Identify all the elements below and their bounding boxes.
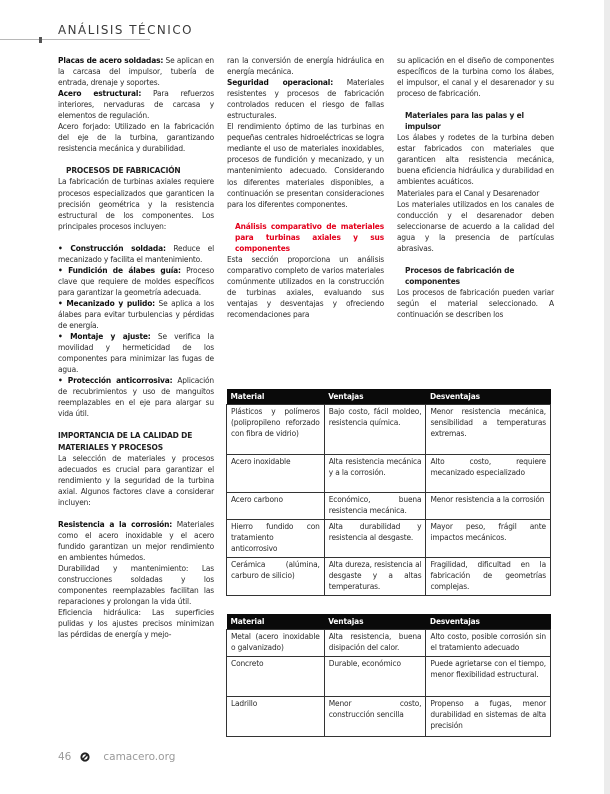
cell-disadvantages: Puede agrietarse con el tiempo, menor flexibilidad estructural. <box>426 657 551 697</box>
paragraph-performance: El rendimiento óptimo de las turbinas en pequeñas centrales hidroeléctricas se logra mediante el uso de materiales inoxidables, procesos de fundición y mecanizado, y un mantenimiento adecuado. Considerando los diferentes materiales disponibles, a continuación se presentan consideraciones para los diferentes componentes. <box>227 121 384 209</box>
text: Se aplican en la carcasa del impulsor, tubería de entrada, drenaje y soportes. <box>58 55 214 88</box>
paragraph-comparative: Esta sección proporciona un análisis comparativo completo de varios materiales comúnmente utilizados en la construcción de turbinas axiales, evaluando sus ventajas y desventajas y ofreciendo recomendaciones para <box>227 253 384 320</box>
text-column-2 <box>227 55 384 320</box>
camacero-logo-icon <box>80 752 90 762</box>
table-row <box>227 405 551 455</box>
term-safety: Seguridad operacional: <box>227 77 334 88</box>
paragraph-welded-plates <box>58 55 214 88</box>
heading-blades: Materiales para las palas y el impulsor <box>405 110 524 132</box>
cell-material: Cerámica (alúmina, carburo de silicio) <box>227 558 325 596</box>
cell-advantages: Menor costo, construcción sencilla <box>324 697 426 737</box>
column-header-disadvantages: Desventajas <box>426 614 551 630</box>
table-header-row <box>227 614 551 630</box>
paragraph-processes-intro: La fabricación de turbinas axiales requiere procesos especializados que garanticen la precisión geométrica y la resistencia estructural de los componentes. Los principales procesos incluyen: <box>58 176 214 231</box>
cell-advantages: Durable, económico <box>324 657 426 697</box>
paragraph-forged-steel: Acero forjado: Utilizado en la fabricación del eje de la turbina, garantizando resistencia mecánica y durabilidad. <box>58 121 214 154</box>
cell-material: Plásticos y polímeros (polipropileno reforzado con fibra de vidrio) <box>227 405 325 455</box>
cell-advantages: Alta resistencia mecánica y a la corrosión. <box>324 455 426 493</box>
table-row <box>227 697 551 737</box>
text: Para refuerzos interiores, nervaduras de carcasa y elementos de regulación. <box>58 88 215 121</box>
term-structural-steel: Acero estructural: <box>58 88 142 99</box>
cell-disadvantages: Fragilidad, dificultad en la fabricación de geometrías complejas. <box>426 558 551 596</box>
column-header-material: Material <box>227 389 325 405</box>
cell-advantages: Económico, buena resistencia mecánica. <box>324 493 426 520</box>
cell-material: Ladrillo <box>227 697 325 737</box>
table-row <box>227 455 551 493</box>
heading-fabrication: Procesos de fabricación de componentes <box>405 264 515 286</box>
cell-disadvantages: Mayor peso, frágil ante impactos mecánicos. <box>426 520 551 558</box>
header-rule <box>0 39 150 40</box>
cell-disadvantages: Alto costo, posible corrosión sin el tratamiento adecuado <box>426 630 551 657</box>
bullet-term: • Mecanizado y pulido: <box>58 297 156 308</box>
text: Se aplica a los álabes para evitar turbulencias y pérdidas de energía. <box>58 297 214 331</box>
cell-disadvantages: Menor resistencia mecánica, sensibilidad a temperaturas extremas. <box>426 405 551 455</box>
section-title: ANÁLISIS TÉCNICO <box>58 22 194 37</box>
text: Se verifica la movilidad y hermeticidad de los componentes para minimizar las fugas de agua. <box>58 331 214 375</box>
bullet-item <box>58 331 214 375</box>
cell-advantages: Alta durabilidad y resistencia al desgaste. <box>324 520 426 558</box>
paragraph-quality-intro: La selección de materiales y procesos adecuados es crucial para garantizar el rendimiento y la seguridad de la turbina axial. Algunos factores clave a considerar incluyen: <box>58 452 214 507</box>
bullet-item <box>58 243 214 265</box>
page-footer <box>58 751 175 763</box>
paragraph-continuation: su aplicación en el diseño de componentes específicos de la turbina como los álabes, el impulsor, el canal y el desarenador y su proceso de fabricación. <box>397 55 554 99</box>
table-header-row <box>227 389 551 405</box>
paragraph-fabrication: Los procesos de fabricación pueden variar según el material seleccionado. A continuación se describen los <box>397 286 554 319</box>
cell-disadvantages: Propenso a fugas, menor durabilidad en sistemas de alta precisión <box>426 697 551 737</box>
cell-advantages: Alta resistencia, buena disipación del calor. <box>324 630 426 657</box>
bullet-term: • Protección anticorrosiva: <box>58 375 173 386</box>
bullet-item <box>58 298 214 331</box>
bullet-term: • Montaje y ajuste: <box>58 331 151 342</box>
table-row <box>227 493 551 520</box>
text: Materiales como el acero inoxidable y el acero fundido garantizan un mejor rendimiento en ambientes húmedos. <box>58 518 214 562</box>
term-corrosion: Resistencia a la corrosión: <box>58 518 173 529</box>
cell-disadvantages: Alto costo, requiere mecanizado especializado <box>426 455 551 493</box>
column-header-disadvantages: Desventajas <box>426 389 551 405</box>
bullet-term: • Fundición de álabes guía: <box>58 264 181 275</box>
text: Aplicación de recubrimientos y uso de manguitos reemplazables en el eje para alargar su vida útil. <box>58 375 214 419</box>
heading-processes: PROCESOS DE FABRICACIÓN <box>66 165 181 176</box>
bullet-term: • Construcción soldada: <box>58 242 166 253</box>
column-header-advantages: Ventajas <box>324 614 426 630</box>
cell-material: Hierro fundido con tratamiento anticorrosivo <box>227 520 325 558</box>
cell-advantages: Bajo costo, fácil moldeo, resistencia química. <box>324 405 426 455</box>
column-header-advantages: Ventajas <box>324 389 426 405</box>
heading-comparative-analysis: Análisis comparativo de materiales para turbinas axiales y sus componentes <box>235 220 384 253</box>
text: Materiales resistentes y procesos de fabricación controlados reducen el riesgo de fallas estructurales. <box>227 77 384 121</box>
bullet-item <box>58 265 214 298</box>
bullet-item <box>58 375 214 419</box>
text-column-1 <box>58 55 214 640</box>
cell-material: Acero carbono <box>227 493 325 520</box>
text: Proceso clave que requiere de moldes específicos para garantizar la geometría adecuada. <box>58 264 214 297</box>
cell-material: Concreto <box>227 657 325 697</box>
cell-material: Acero inoxidable <box>227 455 325 493</box>
text-column-3 <box>397 55 554 320</box>
heading-quality: IMPORTANCIA DE LA CALIDAD DE MATERIALES Y PROCESOS <box>58 430 193 452</box>
paragraph-safety <box>227 77 384 121</box>
cell-advantages: Alta dureza, resistencia al desgaste y a altas temperaturas. <box>324 558 426 596</box>
paragraph-durability: Durabilidad y mantenimiento: Las construcciones soldadas y los componentes reemplazables facilitan las reparaciones y prolongan la vida útil. <box>58 562 214 607</box>
website-link[interactable]: camacero.org <box>103 751 176 763</box>
paragraph-structural-steel <box>58 88 214 121</box>
paragraph-channel: Los materiales utilizados en los canales de conducción y el desarenador deben seleccionarse de acuerdo a la calidad del agua y la presencia de partículas abrasivas. <box>397 198 554 253</box>
table-row <box>227 630 551 657</box>
heading-channel: Materiales para el Canal y Desarenador <box>397 187 540 198</box>
cell-material: Metal (acero inoxidable o galvanizado) <box>227 630 325 657</box>
text: Reduce el mecanizado y facilita el mantenimiento. <box>58 242 214 264</box>
paragraph-blades: Los álabes y rodetes de la turbina deben estar fabricados con materiales que garanticen alta resistencia mecánica, buena eficiencia hidráulica y durabilidad en ambientes acuáticos. <box>397 132 554 187</box>
paragraph-corrosion <box>58 519 214 563</box>
table-row <box>227 558 551 596</box>
column-header-material: Material <box>227 614 325 630</box>
paragraph-efficiency: Eficiencia hidráulica: Las superficies pulidas y los ajustes precisos minimizan las pérdidas de energía y mejo- <box>58 607 214 640</box>
header-rule-marker <box>39 37 42 43</box>
term-welded-plates: Placas de acero soldadas: <box>58 55 164 65</box>
table-row <box>227 657 551 697</box>
cell-disadvantages: Menor resistencia a la corrosión <box>426 493 551 520</box>
paragraph-continuation: ran la conversión de energía hidráulica en energía mecánica. <box>227 55 384 77</box>
page-number: 46 <box>58 751 72 763</box>
page-header <box>0 0 610 50</box>
materials-table-channel <box>226 614 551 737</box>
page-edge-strip <box>604 0 610 794</box>
table-row <box>227 520 551 558</box>
materials-table-blades <box>226 389 551 596</box>
